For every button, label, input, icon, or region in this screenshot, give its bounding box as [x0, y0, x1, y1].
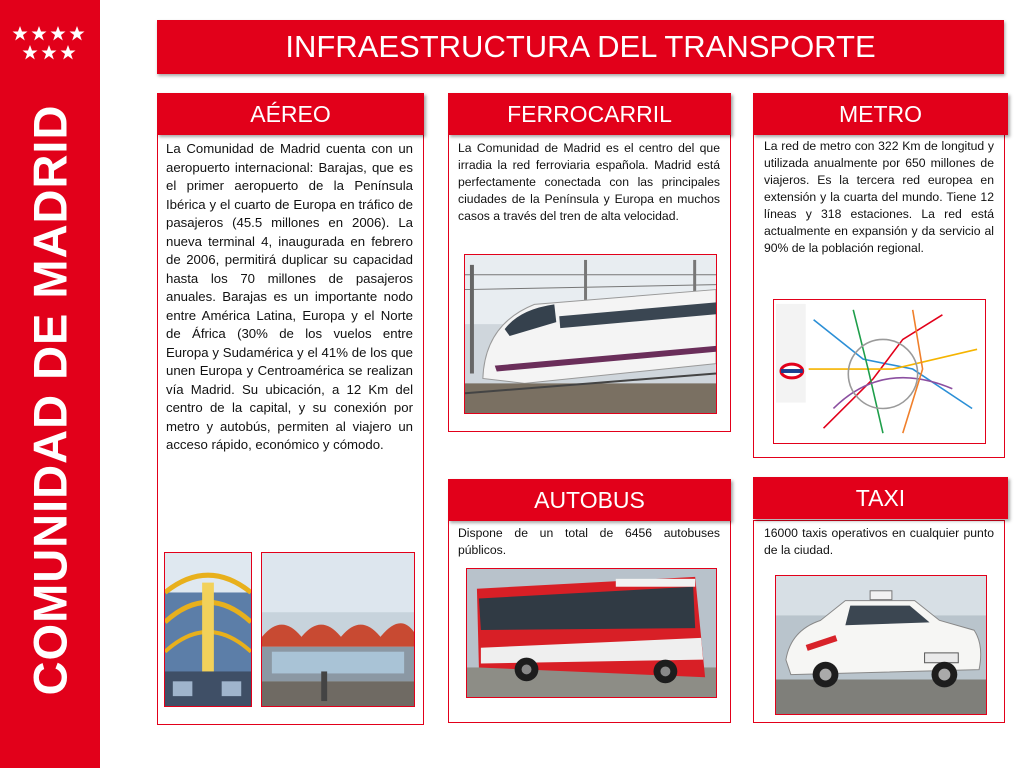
page-title: INFRAESTRUCTURA DEL TRANSPORTE — [157, 20, 1004, 74]
section-text-aereo: La Comunidad de Madrid cuenta con un aeropuerto internacional: Barajas, que es el primer aeropuerto de la Península Ibérica y el cuarto de Europa en tráfico de pasajeros (45.5 millones en 2006). La nueva terminal 4, inaugurada en febrero de 2006, permitirá duplicar su capacidad hasta los 70 millones de pasajeros anuales. Barajas es un importante nodo entre América Latina, Europa y el Norte de África (30% de los vuelos entre Europa y Sudamérica y el 41% de los que unen Europa y Centroamérica se realizan vía Madrid. Su ubicación, a 12 Km del centro de la capital, y su conexión por metro y autobús, permiten al viajero un acceso rápido, económico y cómodo. — [166, 141, 413, 452]
airport-terminal-exterior-photo — [261, 552, 415, 707]
sidebar-title: COMUNIDAD DE MADRID — [23, 104, 77, 696]
section-title-ferrocarril: FERROCARRIL — [448, 93, 731, 135]
seven-stars-logo — [12, 24, 88, 64]
white-taxi-photo — [775, 575, 987, 715]
section-text-taxi: 16000 taxis operativos en cualquier punto de la ciudad. — [764, 526, 994, 557]
airport-terminal-interior-photo — [164, 552, 252, 707]
section-title-metro: METRO — [753, 93, 1008, 135]
section-title-taxi: TAXI — [753, 477, 1008, 519]
section-title-autobus: AUTOBUS — [448, 479, 731, 521]
metro-network-map — [773, 299, 986, 444]
red-city-bus-photo — [466, 568, 717, 698]
section-title-aereo: AÉREO — [157, 93, 424, 135]
section-text-autobus: Dispone de un total de 6456 autobuses públicos. — [458, 526, 720, 557]
section-text-ferrocarril: La Comunidad de Madrid es el centro del que irradia la red ferroviaria española. Madrid está perfectamente conectada con las principales ciudades de la Península y Europa en muchos casos a través del tren de alta velocidad. — [458, 141, 720, 223]
high-speed-train-photo — [464, 254, 717, 414]
section-text-metro: La red de metro con 322 Km de longitud y utilizada anualmente por 650 millones de viajeros. Es la tercera red europea en extensión y la cuarta del mundo. Tiene 12 líneas y 318 estaciones. La red está actualmente en expansión y da servicio al 90% de la población regional. — [764, 139, 994, 255]
sidebar — [0, 0, 100, 768]
